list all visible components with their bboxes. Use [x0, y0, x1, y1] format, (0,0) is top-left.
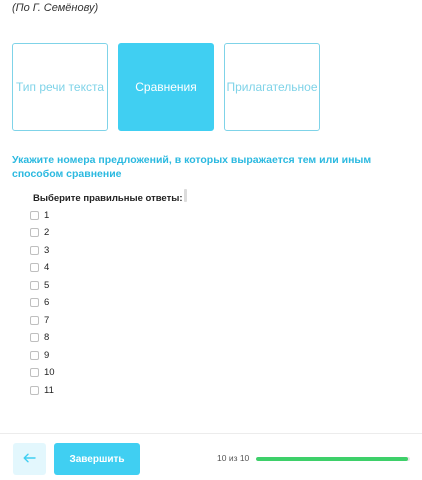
option-3[interactable]: [30, 244, 49, 256]
checkbox[interactable]: [30, 333, 39, 342]
option-10[interactable]: [30, 366, 55, 378]
card-speech-type[interactable]: Тип речи текста: [12, 43, 108, 131]
back-button[interactable]: [13, 443, 46, 475]
checkbox[interactable]: [30, 211, 39, 220]
checkbox[interactable]: [30, 228, 39, 237]
finish-button[interactable]: Завершить: [54, 443, 140, 475]
checkbox[interactable]: [30, 298, 39, 307]
checkbox[interactable]: [30, 246, 39, 255]
option-label: 7: [44, 314, 50, 326]
option-5[interactable]: [30, 279, 49, 291]
option-2[interactable]: [30, 226, 49, 238]
scroll-handle[interactable]: [184, 189, 187, 202]
option-4[interactable]: [30, 261, 49, 273]
option-1[interactable]: [30, 209, 49, 221]
checkbox[interactable]: [30, 281, 39, 290]
option-9[interactable]: [30, 349, 49, 361]
checkbox[interactable]: [30, 351, 39, 360]
checkbox[interactable]: [30, 316, 39, 325]
footer-divider: [0, 433, 422, 434]
arrow-left-icon: [23, 450, 36, 468]
checkbox[interactable]: [30, 263, 39, 272]
progress-bar: [256, 457, 410, 461]
question-text: Укажите номера предложений, в которых выражается тем или иным способом сравнение: [12, 154, 372, 181]
card-comparisons[interactable]: Сравнения: [118, 43, 214, 131]
card-adjective[interactable]: Прилагательное: [224, 43, 320, 131]
progress-counter: 10 из 10: [217, 453, 250, 463]
option-7[interactable]: [30, 314, 49, 326]
option-label: 9: [44, 349, 50, 361]
option-label: 8: [44, 331, 50, 343]
option-8[interactable]: [30, 331, 49, 343]
answers-label: Выберите правильные ответы:: [33, 193, 183, 204]
option-label: 6: [44, 296, 50, 308]
option-label: 3: [44, 244, 50, 256]
checkbox[interactable]: [30, 368, 39, 377]
option-6[interactable]: [30, 296, 49, 308]
option-label: 2: [44, 226, 50, 238]
option-label: 1: [44, 209, 50, 221]
option-label: 4: [44, 261, 50, 273]
option-label: 5: [44, 279, 50, 291]
option-label: 10: [44, 366, 55, 378]
text-attribution: (По Г. Семёнову): [12, 2, 99, 14]
option-11[interactable]: [30, 384, 54, 396]
checkbox[interactable]: [30, 386, 39, 395]
progress-bar-fill: [256, 457, 408, 461]
option-label: 11: [44, 384, 54, 396]
